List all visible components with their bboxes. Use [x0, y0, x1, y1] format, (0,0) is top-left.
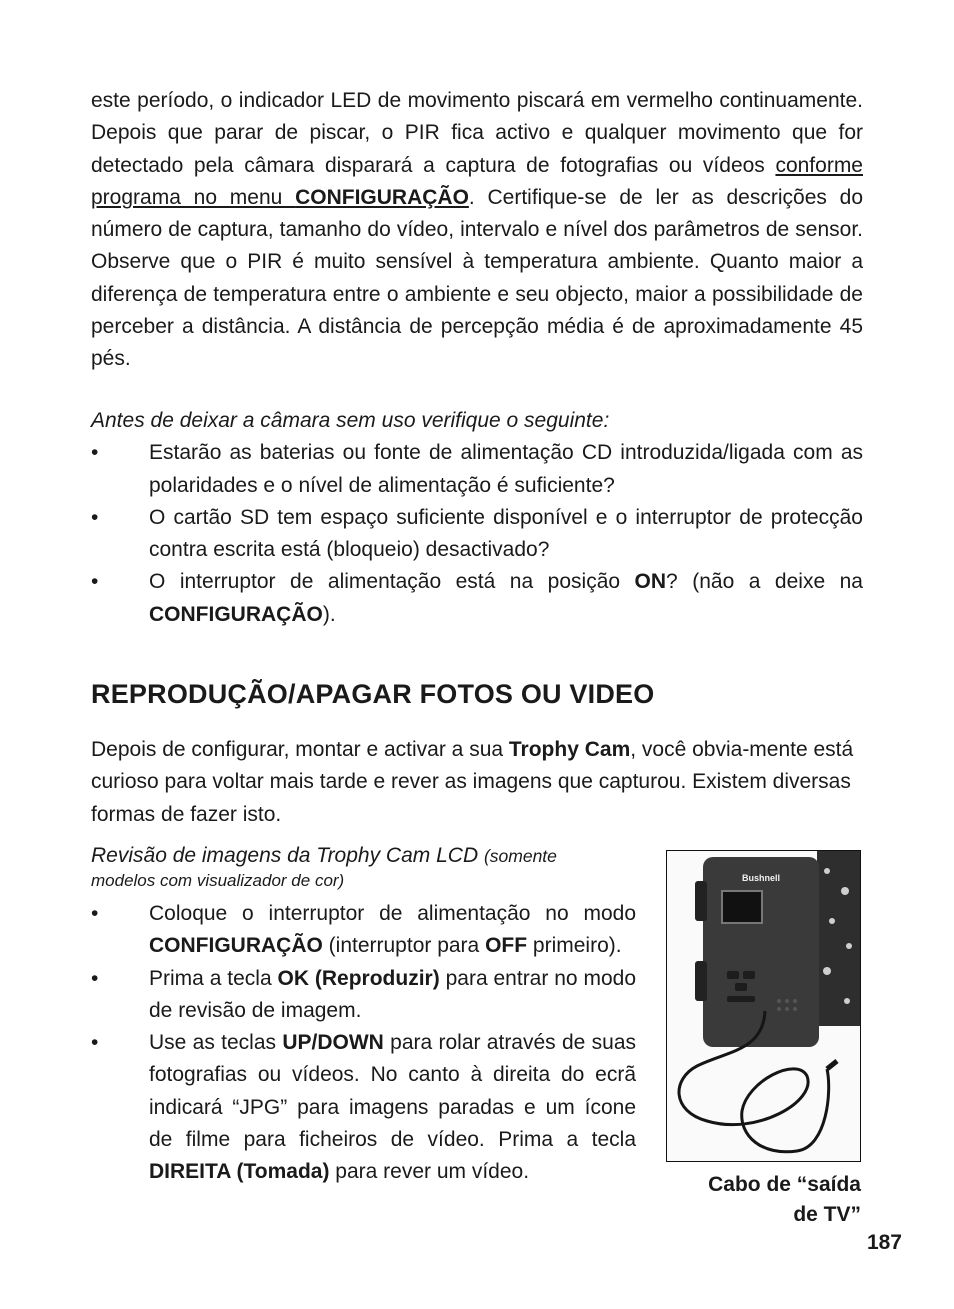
keyword-ok: OK (Reproduzir)	[277, 966, 440, 990]
list-item	[91, 1027, 636, 1188]
subsection-title: Revisão de imagens da Trophy Cam LCD	[91, 844, 484, 867]
text-run: ).	[322, 602, 336, 626]
text-run: ? (não a deixe na	[666, 570, 863, 594]
page-number: 187	[866, 1231, 902, 1254]
list-item	[91, 963, 636, 1028]
text-run: (interruptor para	[322, 934, 486, 958]
bullet-icon: •	[91, 441, 99, 465]
body-paragraph	[91, 85, 863, 376]
open-door-panel	[817, 851, 861, 1026]
bullet-icon: •	[91, 902, 99, 925]
camera-latch	[695, 881, 707, 921]
brand-name: Trophy Cam	[508, 738, 631, 761]
list-item	[91, 566, 863, 631]
list-item-text	[149, 1031, 636, 1183]
caption-line: de TV”	[793, 1203, 861, 1226]
text-run: Use as teclas	[149, 1031, 283, 1055]
list-item-text	[149, 902, 636, 957]
text-run: Coloque o interruptor de alimentação no modo	[149, 902, 636, 925]
text-run: primeiro).	[527, 934, 622, 958]
list-item-text	[149, 570, 863, 625]
paragraph-text-cont: . Certifique-se de ler as descrições do número de captura, tamanho do vídeo, intervalo e nível dos parâmetros de sensor. Observe que o PIR é muito sensível à temperatura ambiente. Quanto maior a diferença de temperatura entre o ambiente e seu objecto, maior a possibilidade de perceber a distância. A distância de percepção média é de aproximadamente 45 pés.	[91, 185, 863, 371]
camera-illustration	[667, 851, 861, 1162]
camera-body	[703, 857, 819, 1047]
subsection-note: (somente	[483, 846, 557, 866]
cable-plug	[827, 1061, 837, 1069]
keyword-configuracao: CONFIGURAÇÃO	[149, 602, 323, 626]
bullet-icon: •	[91, 570, 99, 594]
list-item-text: O cartão SD tem espaço suficiente disponível e o interruptor de protecção contra escrita está (bloqueio) desactivado?	[149, 505, 863, 562]
caption-line: Cabo de “saída	[708, 1173, 861, 1196]
keyword-off: OFF	[485, 934, 528, 958]
subsection-heading	[91, 842, 636, 892]
list-item-text: Estarão as baterias ou fonte de alimentação CD introduzida/ligada com as polaridades e o nível de alimentação é suficiente?	[149, 441, 863, 497]
lcd-screen	[722, 891, 762, 923]
bullet-icon: •	[91, 505, 99, 529]
paragraph-text: este período, o indicador LED de movimento piscará em vermelho continuamente. Depois que parar de piscar, o PIR fica activo e qualquer movimento que for detectado pela câmara disparará a captura de fotografias ou vídeos	[91, 89, 863, 177]
camera-cable-photo	[666, 850, 861, 1162]
subsection-note-cont: modelos com visualizador de cor)	[91, 871, 345, 890]
text-run: Prima a tecla	[149, 966, 278, 990]
text-run: O interruptor de alimentação está na posição	[149, 570, 635, 594]
camera-latch	[695, 961, 707, 1001]
text-run: para rolar através de suas fotografias ou vídeos. No canto à direita do ecrã indicará “JPG” para imagens paradas e um ícone de filme para ficheiros de vídeo. Prima a tecla	[149, 1031, 637, 1152]
keyword-on: ON	[634, 570, 667, 594]
list-item	[91, 437, 863, 502]
underlined-text: conforme programa no menu	[91, 153, 863, 209]
list-item	[91, 502, 863, 567]
keyword-direita: DIREITA (Tomada)	[149, 1160, 330, 1184]
text-run: para rever um vídeo.	[329, 1160, 530, 1184]
section-heading: REPRODUÇÃO/APAGAR FOTOS OU VIDEO	[91, 679, 655, 709]
figure-caption	[640, 1170, 861, 1230]
list-item-text	[149, 967, 636, 1022]
steps-list	[91, 898, 636, 1189]
list-item	[91, 898, 636, 963]
text-run: , você obvia-mente está curioso para voltar mais tarde e rever as imagens que capturou. Existem diversas formas de fazer isto.	[91, 738, 854, 826]
bullet-icon: •	[91, 966, 99, 990]
checklist-intro: Antes de deixar a câmara sem uso verifique o seguinte:	[91, 409, 610, 432]
bullet-icon: •	[91, 1031, 99, 1055]
text-run: para entrar no modo de revisão de imagem.	[149, 966, 636, 1022]
keyword-up-down: UP/DOWN	[282, 1031, 384, 1055]
checklist	[91, 405, 863, 631]
section-intro	[91, 734, 863, 831]
text-run: Depois de configurar, montar e activar a sua	[91, 738, 509, 761]
brand-logo: Bushnell	[741, 873, 781, 883]
menu-name-configuracao: CONFIGURAÇÃO	[295, 185, 469, 209]
keyword-configuracao: CONFIGURAÇÃO	[149, 934, 323, 958]
